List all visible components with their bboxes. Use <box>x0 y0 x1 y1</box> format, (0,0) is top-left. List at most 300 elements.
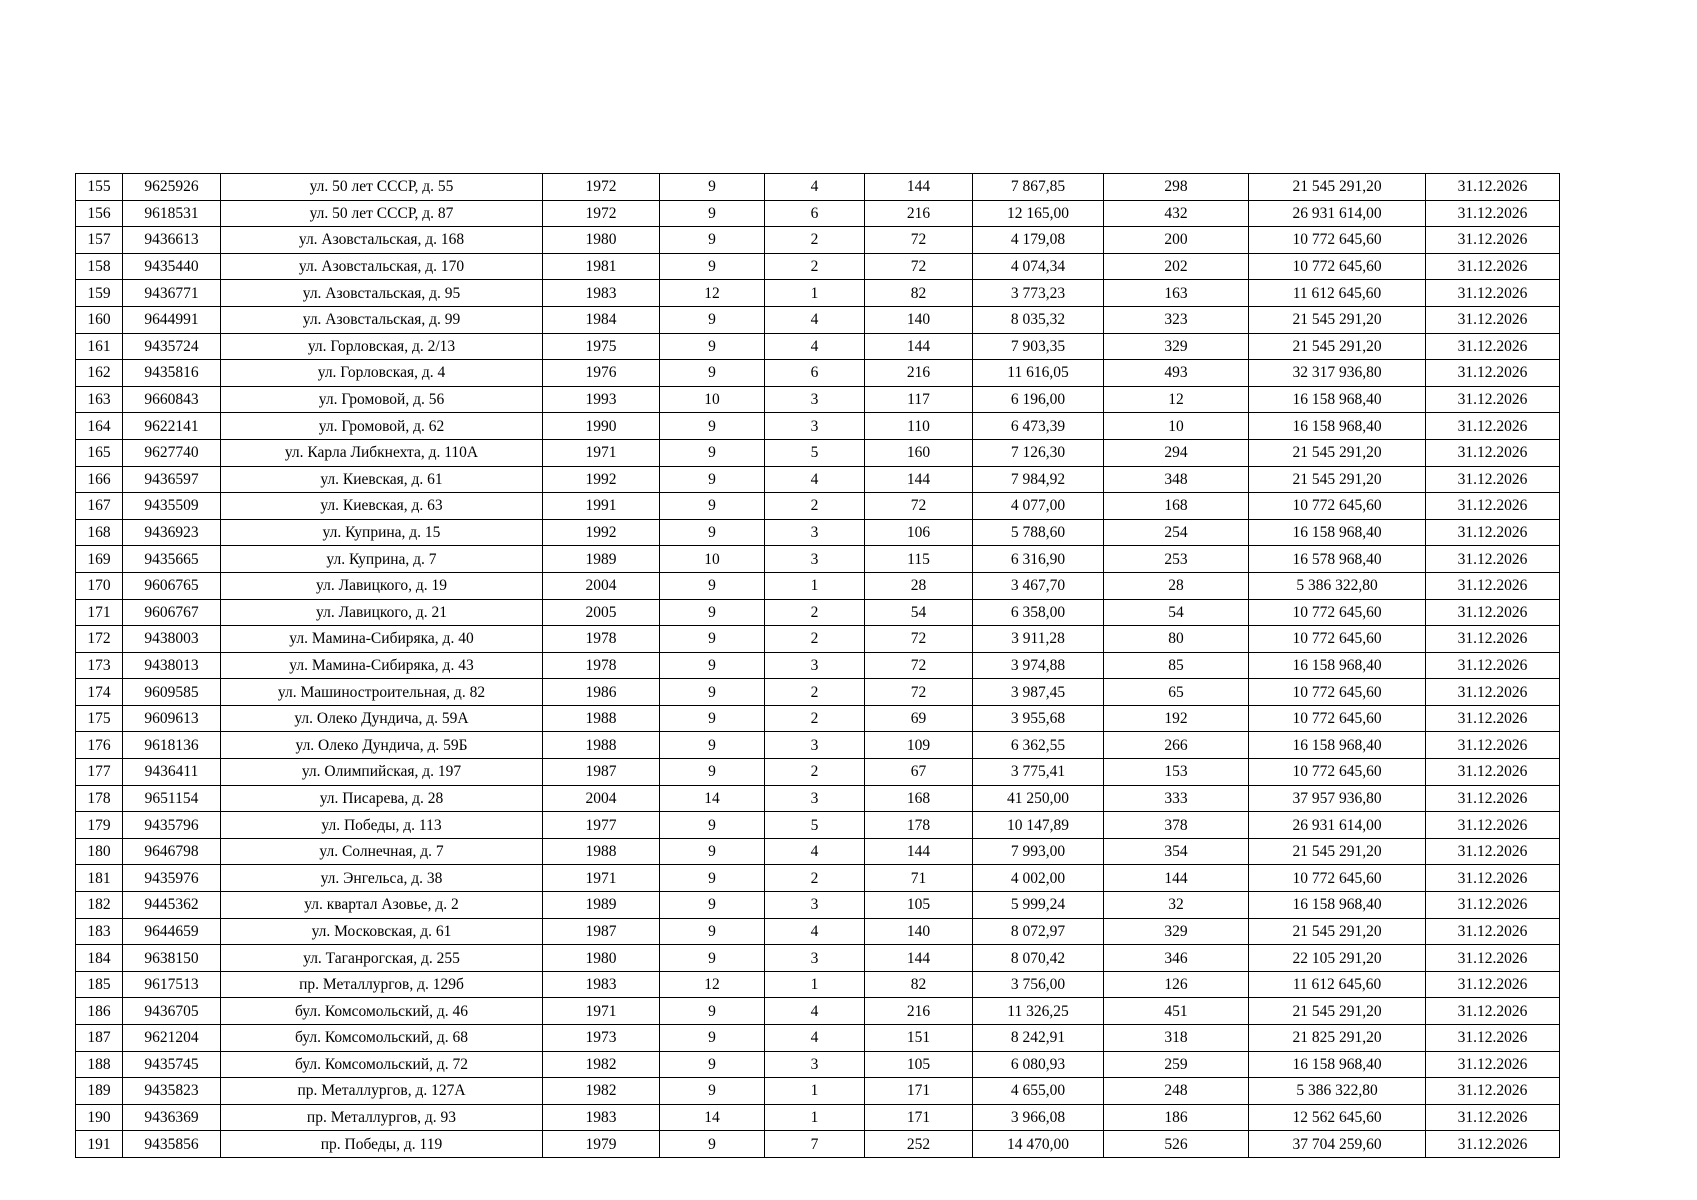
residents-cell: 526 <box>1104 1131 1249 1158</box>
floors-cell: 9 <box>660 466 765 493</box>
area-cell: 5 788,60 <box>973 519 1104 546</box>
year-built-cell: 1972 <box>543 174 660 201</box>
row-number-cell: 172 <box>76 626 123 653</box>
area-cell: 6 362,55 <box>973 732 1104 759</box>
deadline-cell: 31.12.2026 <box>1426 439 1560 466</box>
row-number-cell: 175 <box>76 705 123 732</box>
cost-cell: 26 931 614,00 <box>1249 812 1426 839</box>
entrances-cell: 6 <box>765 360 865 387</box>
floors-cell: 9 <box>660 413 765 440</box>
building-id-cell: 9625926 <box>123 174 221 201</box>
cost-cell: 5 386 322,80 <box>1249 572 1426 599</box>
table-row <box>76 626 1560 653</box>
deadline-cell: 31.12.2026 <box>1426 998 1560 1025</box>
entrances-cell: 3 <box>765 945 865 972</box>
deadline-cell: 31.12.2026 <box>1426 519 1560 546</box>
entrances-cell: 2 <box>765 759 865 786</box>
entrances-cell: 1 <box>765 1078 865 1105</box>
row-number-cell: 184 <box>76 945 123 972</box>
residents-cell: 80 <box>1104 626 1249 653</box>
area-cell: 14 470,00 <box>973 1131 1104 1158</box>
deadline-cell: 31.12.2026 <box>1426 652 1560 679</box>
building-id-cell: 9609613 <box>123 705 221 732</box>
table-row <box>76 546 1560 573</box>
cost-cell: 10 772 645,60 <box>1249 227 1426 254</box>
floors-cell: 9 <box>660 865 765 892</box>
entrances-cell: 4 <box>765 306 865 333</box>
entrances-cell: 3 <box>765 652 865 679</box>
row-number-cell: 187 <box>76 1025 123 1052</box>
building-id-cell: 9436923 <box>123 519 221 546</box>
cost-cell: 10 772 645,60 <box>1249 679 1426 706</box>
row-number-cell: 185 <box>76 971 123 998</box>
cost-cell: 26 931 614,00 <box>1249 200 1426 227</box>
apartments-cell: 72 <box>865 652 973 679</box>
address-cell: ул. Писарева, д. 28 <box>221 785 543 812</box>
year-built-cell: 1983 <box>543 1104 660 1131</box>
floors-cell: 9 <box>660 679 765 706</box>
residents-cell: 54 <box>1104 599 1249 626</box>
cost-cell: 21 545 291,20 <box>1249 439 1426 466</box>
table-row <box>76 892 1560 919</box>
cost-cell: 10 772 645,60 <box>1249 626 1426 653</box>
entrances-cell: 2 <box>765 253 865 280</box>
floors-cell: 12 <box>660 280 765 307</box>
floors-cell: 9 <box>660 1025 765 1052</box>
apartments-cell: 151 <box>865 1025 973 1052</box>
year-built-cell: 2004 <box>543 785 660 812</box>
apartments-cell: 168 <box>865 785 973 812</box>
table-body <box>76 174 1560 1158</box>
deadline-cell: 31.12.2026 <box>1426 1025 1560 1052</box>
apartments-cell: 72 <box>865 679 973 706</box>
area-cell: 8 070,42 <box>973 945 1104 972</box>
cost-cell: 21 545 291,20 <box>1249 838 1426 865</box>
entrances-cell: 2 <box>765 679 865 706</box>
row-number-cell: 170 <box>76 572 123 599</box>
row-number-cell: 156 <box>76 200 123 227</box>
table-row <box>76 1104 1560 1131</box>
year-built-cell: 2004 <box>543 572 660 599</box>
residents-cell: 254 <box>1104 519 1249 546</box>
area-cell: 8 035,32 <box>973 306 1104 333</box>
table-row <box>76 1078 1560 1105</box>
row-number-cell: 165 <box>76 439 123 466</box>
building-id-cell: 9435856 <box>123 1131 221 1158</box>
apartments-cell: 106 <box>865 519 973 546</box>
table-row <box>76 785 1560 812</box>
year-built-cell: 1991 <box>543 493 660 520</box>
year-built-cell: 1975 <box>543 333 660 360</box>
address-cell: ул. Азовстальская, д. 95 <box>221 280 543 307</box>
year-built-cell: 1982 <box>543 1078 660 1105</box>
year-built-cell: 1972 <box>543 200 660 227</box>
row-number-cell: 164 <box>76 413 123 440</box>
address-cell: ул. Горловская, д. 4 <box>221 360 543 387</box>
apartments-cell: 54 <box>865 599 973 626</box>
entrances-cell: 1 <box>765 1104 865 1131</box>
entrances-cell: 5 <box>765 812 865 839</box>
table-row <box>76 253 1560 280</box>
deadline-cell: 31.12.2026 <box>1426 812 1560 839</box>
cost-cell: 22 105 291,20 <box>1249 945 1426 972</box>
year-built-cell: 1977 <box>543 812 660 839</box>
address-cell: ул. 50 лет СССР, д. 87 <box>221 200 543 227</box>
table-row <box>76 1131 1560 1158</box>
floors-cell: 9 <box>660 998 765 1025</box>
deadline-cell: 31.12.2026 <box>1426 200 1560 227</box>
table-row <box>76 174 1560 201</box>
row-number-cell: 188 <box>76 1051 123 1078</box>
year-built-cell: 1980 <box>543 227 660 254</box>
residents-cell: 28 <box>1104 572 1249 599</box>
address-cell: ул. Мамина-Сибиряка, д. 40 <box>221 626 543 653</box>
floors-cell: 12 <box>660 971 765 998</box>
building-id-cell: 9627740 <box>123 439 221 466</box>
entrances-cell: 7 <box>765 1131 865 1158</box>
area-cell: 4 002,00 <box>973 865 1104 892</box>
buildings-table <box>75 173 1560 1158</box>
floors-cell: 9 <box>660 519 765 546</box>
address-cell: бул. Комсомольский, д. 68 <box>221 1025 543 1052</box>
deadline-cell: 31.12.2026 <box>1426 572 1560 599</box>
floors-cell: 14 <box>660 1104 765 1131</box>
apartments-cell: 67 <box>865 759 973 786</box>
entrances-cell: 4 <box>765 918 865 945</box>
entrances-cell: 3 <box>765 413 865 440</box>
floors-cell: 9 <box>660 918 765 945</box>
entrances-cell: 4 <box>765 998 865 1025</box>
apartments-cell: 72 <box>865 493 973 520</box>
area-cell: 10 147,89 <box>973 812 1104 839</box>
address-cell: пр. Металлургов, д. 129б <box>221 971 543 998</box>
table-row <box>76 732 1560 759</box>
apartments-cell: 144 <box>865 333 973 360</box>
table-row <box>76 493 1560 520</box>
floors-cell: 9 <box>660 572 765 599</box>
cost-cell: 10 772 645,60 <box>1249 705 1426 732</box>
area-cell: 4 077,00 <box>973 493 1104 520</box>
year-built-cell: 1981 <box>543 253 660 280</box>
apartments-cell: 171 <box>865 1104 973 1131</box>
residents-cell: 266 <box>1104 732 1249 759</box>
residents-cell: 348 <box>1104 466 1249 493</box>
row-number-cell: 183 <box>76 918 123 945</box>
row-number-cell: 180 <box>76 838 123 865</box>
building-id-cell: 9436705 <box>123 998 221 1025</box>
table-row <box>76 413 1560 440</box>
row-number-cell: 160 <box>76 306 123 333</box>
address-cell: ул. Киевская, д. 61 <box>221 466 543 493</box>
cost-cell: 16 158 968,40 <box>1249 892 1426 919</box>
area-cell: 11 326,25 <box>973 998 1104 1025</box>
residents-cell: 168 <box>1104 493 1249 520</box>
residents-cell: 126 <box>1104 971 1249 998</box>
deadline-cell: 31.12.2026 <box>1426 174 1560 201</box>
area-cell: 4 074,34 <box>973 253 1104 280</box>
deadline-cell: 31.12.2026 <box>1426 227 1560 254</box>
address-cell: ул. Олеко Дундича, д. 59А <box>221 705 543 732</box>
area-cell: 3 955,68 <box>973 705 1104 732</box>
area-cell: 7 903,35 <box>973 333 1104 360</box>
area-cell: 4 655,00 <box>973 1078 1104 1105</box>
table-row <box>76 599 1560 626</box>
table-row <box>76 280 1560 307</box>
deadline-cell: 31.12.2026 <box>1426 679 1560 706</box>
row-number-cell: 190 <box>76 1104 123 1131</box>
row-number-cell: 189 <box>76 1078 123 1105</box>
year-built-cell: 1987 <box>543 918 660 945</box>
area-cell: 6 080,93 <box>973 1051 1104 1078</box>
floors-cell: 14 <box>660 785 765 812</box>
building-id-cell: 9436613 <box>123 227 221 254</box>
cost-cell: 10 772 645,60 <box>1249 599 1426 626</box>
apartments-cell: 252 <box>865 1131 973 1158</box>
deadline-cell: 31.12.2026 <box>1426 892 1560 919</box>
area-cell: 3 911,28 <box>973 626 1104 653</box>
residents-cell: 186 <box>1104 1104 1249 1131</box>
year-built-cell: 1989 <box>543 546 660 573</box>
entrances-cell: 1 <box>765 971 865 998</box>
apartments-cell: 115 <box>865 546 973 573</box>
building-id-cell: 9644991 <box>123 306 221 333</box>
row-number-cell: 155 <box>76 174 123 201</box>
floors-cell: 9 <box>660 227 765 254</box>
residents-cell: 259 <box>1104 1051 1249 1078</box>
row-number-cell: 173 <box>76 652 123 679</box>
floors-cell: 9 <box>660 626 765 653</box>
residents-cell: 451 <box>1104 998 1249 1025</box>
address-cell: ул. Карла Либкнехта, д. 110А <box>221 439 543 466</box>
area-cell: 7 867,85 <box>973 174 1104 201</box>
deadline-cell: 31.12.2026 <box>1426 253 1560 280</box>
table-row <box>76 918 1560 945</box>
address-cell: ул. 50 лет СССР, д. 55 <box>221 174 543 201</box>
apartments-cell: 110 <box>865 413 973 440</box>
floors-cell: 9 <box>660 838 765 865</box>
residents-cell: 493 <box>1104 360 1249 387</box>
row-number-cell: 169 <box>76 546 123 573</box>
year-built-cell: 1982 <box>543 1051 660 1078</box>
floors-cell: 9 <box>660 652 765 679</box>
area-cell: 3 756,00 <box>973 971 1104 998</box>
cost-cell: 16 158 968,40 <box>1249 732 1426 759</box>
building-id-cell: 9435823 <box>123 1078 221 1105</box>
year-built-cell: 1983 <box>543 971 660 998</box>
apartments-cell: 72 <box>865 253 973 280</box>
year-built-cell: 1984 <box>543 306 660 333</box>
deadline-cell: 31.12.2026 <box>1426 865 1560 892</box>
cost-cell: 12 562 645,60 <box>1249 1104 1426 1131</box>
area-cell: 3 773,23 <box>973 280 1104 307</box>
building-id-cell: 9617513 <box>123 971 221 998</box>
apartments-cell: 216 <box>865 998 973 1025</box>
area-cell: 4 179,08 <box>973 227 1104 254</box>
residents-cell: 432 <box>1104 200 1249 227</box>
residents-cell: 144 <box>1104 865 1249 892</box>
residents-cell: 163 <box>1104 280 1249 307</box>
entrances-cell: 4 <box>765 174 865 201</box>
address-cell: ул. Олеко Дундича, д. 59Б <box>221 732 543 759</box>
cost-cell: 21 545 291,20 <box>1249 333 1426 360</box>
apartments-cell: 216 <box>865 200 973 227</box>
deadline-cell: 31.12.2026 <box>1426 1078 1560 1105</box>
cost-cell: 5 386 322,80 <box>1249 1078 1426 1105</box>
cost-cell: 11 612 645,60 <box>1249 280 1426 307</box>
entrances-cell: 4 <box>765 838 865 865</box>
residents-cell: 32 <box>1104 892 1249 919</box>
address-cell: пр. Металлургов, д. 93 <box>221 1104 543 1131</box>
residents-cell: 298 <box>1104 174 1249 201</box>
area-cell: 8 242,91 <box>973 1025 1104 1052</box>
area-cell: 5 999,24 <box>973 892 1104 919</box>
table-row <box>76 759 1560 786</box>
address-cell: ул. Киевская, д. 63 <box>221 493 543 520</box>
deadline-cell: 31.12.2026 <box>1426 732 1560 759</box>
floors-cell: 9 <box>660 174 765 201</box>
deadline-cell: 31.12.2026 <box>1426 759 1560 786</box>
residents-cell: 192 <box>1104 705 1249 732</box>
cost-cell: 21 545 291,20 <box>1249 306 1426 333</box>
residents-cell: 12 <box>1104 386 1249 413</box>
residents-cell: 153 <box>1104 759 1249 786</box>
table-row <box>76 227 1560 254</box>
cost-cell: 21 545 291,20 <box>1249 918 1426 945</box>
row-number-cell: 182 <box>76 892 123 919</box>
building-id-cell: 9644659 <box>123 918 221 945</box>
area-cell: 8 072,97 <box>973 918 1104 945</box>
year-built-cell: 1992 <box>543 519 660 546</box>
table-row <box>76 306 1560 333</box>
apartments-cell: 144 <box>865 174 973 201</box>
building-id-cell: 9436411 <box>123 759 221 786</box>
row-number-cell: 177 <box>76 759 123 786</box>
row-number-cell: 157 <box>76 227 123 254</box>
deadline-cell: 31.12.2026 <box>1426 493 1560 520</box>
building-id-cell: 9435509 <box>123 493 221 520</box>
apartments-cell: 140 <box>865 306 973 333</box>
cost-cell: 37 957 936,80 <box>1249 785 1426 812</box>
residents-cell: 354 <box>1104 838 1249 865</box>
building-id-cell: 9435796 <box>123 812 221 839</box>
building-id-cell: 9436597 <box>123 466 221 493</box>
building-id-cell: 9435665 <box>123 546 221 573</box>
residents-cell: 378 <box>1104 812 1249 839</box>
address-cell: бул. Комсомольский, д. 46 <box>221 998 543 1025</box>
building-id-cell: 9438013 <box>123 652 221 679</box>
year-built-cell: 1988 <box>543 732 660 759</box>
building-id-cell: 9618531 <box>123 200 221 227</box>
apartments-cell: 72 <box>865 227 973 254</box>
table-row <box>76 360 1560 387</box>
deadline-cell: 31.12.2026 <box>1426 386 1560 413</box>
entrances-cell: 3 <box>765 386 865 413</box>
apartments-cell: 144 <box>865 838 973 865</box>
residents-cell: 85 <box>1104 652 1249 679</box>
cost-cell: 10 772 645,60 <box>1249 253 1426 280</box>
table-row <box>76 386 1560 413</box>
building-id-cell: 9606767 <box>123 599 221 626</box>
apartments-cell: 216 <box>865 360 973 387</box>
entrances-cell: 2 <box>765 227 865 254</box>
table-row <box>76 971 1560 998</box>
cost-cell: 10 772 645,60 <box>1249 865 1426 892</box>
floors-cell: 9 <box>660 599 765 626</box>
year-built-cell: 1993 <box>543 386 660 413</box>
cost-cell: 11 612 645,60 <box>1249 971 1426 998</box>
residents-cell: 253 <box>1104 546 1249 573</box>
area-cell: 11 616,05 <box>973 360 1104 387</box>
address-cell: ул. Куприна, д. 15 <box>221 519 543 546</box>
deadline-cell: 31.12.2026 <box>1426 280 1560 307</box>
year-built-cell: 1989 <box>543 892 660 919</box>
floors-cell: 9 <box>660 306 765 333</box>
apartments-cell: 28 <box>865 572 973 599</box>
deadline-cell: 31.12.2026 <box>1426 466 1560 493</box>
residents-cell: 200 <box>1104 227 1249 254</box>
building-id-cell: 9638150 <box>123 945 221 972</box>
area-cell: 12 165,00 <box>973 200 1104 227</box>
entrances-cell: 4 <box>765 1025 865 1052</box>
address-cell: ул. Азовстальская, д. 170 <box>221 253 543 280</box>
entrances-cell: 3 <box>765 785 865 812</box>
floors-cell: 9 <box>660 759 765 786</box>
deadline-cell: 31.12.2026 <box>1426 971 1560 998</box>
year-built-cell: 1983 <box>543 280 660 307</box>
table-row <box>76 200 1560 227</box>
cost-cell: 16 158 968,40 <box>1249 386 1426 413</box>
address-cell: ул. Мамина-Сибиряка, д. 43 <box>221 652 543 679</box>
entrances-cell: 1 <box>765 572 865 599</box>
floors-cell: 9 <box>660 732 765 759</box>
year-built-cell: 2005 <box>543 599 660 626</box>
residents-cell: 333 <box>1104 785 1249 812</box>
year-built-cell: 1971 <box>543 439 660 466</box>
residents-cell: 318 <box>1104 1025 1249 1052</box>
floors-cell: 9 <box>660 1051 765 1078</box>
building-id-cell: 9435816 <box>123 360 221 387</box>
year-built-cell: 1979 <box>543 1131 660 1158</box>
year-built-cell: 1988 <box>543 838 660 865</box>
area-cell: 6 358,00 <box>973 599 1104 626</box>
floors-cell: 9 <box>660 1078 765 1105</box>
cost-cell: 21 545 291,20 <box>1249 174 1426 201</box>
apartments-cell: 178 <box>865 812 973 839</box>
row-number-cell: 178 <box>76 785 123 812</box>
apartments-cell: 171 <box>865 1078 973 1105</box>
floors-cell: 9 <box>660 892 765 919</box>
floors-cell: 9 <box>660 360 765 387</box>
row-number-cell: 186 <box>76 998 123 1025</box>
apartments-cell: 144 <box>865 466 973 493</box>
row-number-cell: 163 <box>76 386 123 413</box>
address-cell: пр. Победы, д. 119 <box>221 1131 543 1158</box>
apartments-cell: 72 <box>865 626 973 653</box>
building-id-cell: 9438003 <box>123 626 221 653</box>
row-number-cell: 159 <box>76 280 123 307</box>
year-built-cell: 1980 <box>543 945 660 972</box>
table-row <box>76 945 1560 972</box>
address-cell: пр. Металлургов, д. 127А <box>221 1078 543 1105</box>
building-id-cell: 9622141 <box>123 413 221 440</box>
apartments-cell: 140 <box>865 918 973 945</box>
row-number-cell: 168 <box>76 519 123 546</box>
apartments-cell: 69 <box>865 705 973 732</box>
floors-cell: 10 <box>660 546 765 573</box>
table-row <box>76 812 1560 839</box>
apartments-cell: 71 <box>865 865 973 892</box>
deadline-cell: 31.12.2026 <box>1426 1104 1560 1131</box>
